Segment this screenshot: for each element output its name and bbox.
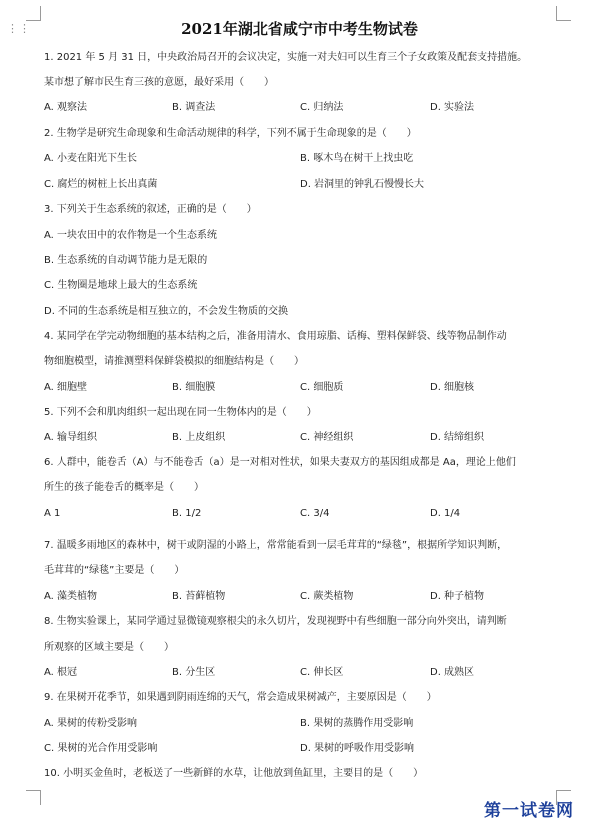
q8-option-a: A. 根冠 [44, 667, 78, 678]
q6-option-c: C. 3/4 [300, 508, 330, 519]
q5-option-a: A. 输导组织 [44, 432, 98, 443]
q7-option-c: C. 蕨类植物 [300, 591, 354, 602]
q3-option-d: D. 不同的生态系统是相互独立的，不会发生物质的交换 [44, 306, 289, 317]
q5-option-c: C. 神经组织 [300, 432, 354, 443]
q2-option-a: A. 小麦在阳光下生长 [44, 153, 138, 164]
q5-option-b: B. 上皮组织 [172, 432, 226, 443]
crop-mark-bottom-left [26, 790, 41, 805]
q4-option-c: C. 细胞质 [300, 382, 344, 393]
q9-option-c: C. 果树的光合作用受影响 [44, 743, 158, 754]
question-10-line-1: 10. 小明买金鱼时，老板送了一些新鲜的水草，让他放到鱼缸里，主要目的是（ ） [44, 768, 424, 779]
q1-option-a: A. 观察法 [44, 102, 88, 113]
q7-option-d: D. 种子植物 [430, 591, 485, 602]
q9-option-d: D. 果树的呼吸作用受影响 [300, 743, 415, 754]
q3-option-a: A. 一块农田中的农作物是一个生态系统 [44, 230, 218, 241]
question-4-line-1: 4. 某同学在学完动物细胞的基本结构之后，准备用清水、食用琼脂、话梅、塑料保鲜袋、线等物品制作动 [44, 331, 507, 342]
drag-handle-icon[interactable]: ⋮⋮ [7, 22, 31, 35]
q4-option-d: D. 细胞核 [430, 382, 475, 393]
q8-option-b: B. 分生区 [172, 667, 216, 678]
page-title: 2021年湖北省咸宁市中考生物试卷 [181, 20, 418, 38]
question-1-line-1: 1. 2021 年 5 月 31 日，中央政治局召开的会议决定，实施一对夫妇可以生育三个子女政策及配套支持措施。 [44, 52, 528, 63]
q3-option-c: C. 生物圈是地球上最大的生态系统 [44, 280, 198, 291]
q6-option-a: A 1 [44, 508, 61, 519]
question-5-line-1: 5. 下列不会和肌肉组织一起出现在同一生物体内的是（ ） [44, 407, 317, 418]
q7-option-b: B. 苔藓植物 [172, 591, 226, 602]
q1-option-c: C. 归纳法 [300, 102, 344, 113]
q1-option-b: B. 调查法 [172, 102, 216, 113]
question-6-line-1: 6. 人群中，能卷舌（A）与不能卷舌（a）是一对相对性状，如果夫妻双方的基因组成都是 Aa，理论上他们 [44, 457, 516, 468]
q8-option-d: D. 成熟区 [430, 667, 475, 678]
q7-option-a: A. 藻类植物 [44, 591, 98, 602]
q9-option-a: A. 果树的传粉受影响 [44, 718, 138, 729]
q3-option-b: B. 生态系统的自动调节能力是无限的 [44, 255, 208, 266]
question-1-line-2: 某市想了解市民生育三孩的意愿，最好采用（ ） [44, 77, 274, 88]
q5-option-d: D. 结缔组织 [430, 432, 485, 443]
watermark-logo: 第一试卷网 [484, 801, 574, 821]
question-8-line-2: 所观察的区域主要是（ ） [44, 642, 174, 653]
q2-option-b: B. 啄木鸟在树干上找虫吃 [300, 153, 414, 164]
question-9-line-1: 9. 在果树开花季节，如果遇到阴雨连绵的天气，常会造成果树减产，主要原因是（ ） [44, 692, 437, 703]
q9-option-b: B. 果树的蒸腾作用受影响 [300, 718, 414, 729]
q6-option-d: D. 1/4 [430, 508, 461, 519]
q4-option-b: B. 细胞膜 [172, 382, 216, 393]
q2-option-c: C. 腐烂的树桩上长出真菌 [44, 179, 158, 190]
q8-option-c: C. 伸长区 [300, 667, 344, 678]
q2-option-d: D. 岩洞里的钟乳石慢慢长大 [300, 179, 425, 190]
question-6-line-2: 所生的孩子能卷舌的概率是（ ） [44, 482, 204, 493]
q4-option-a: A. 细胞壁 [44, 382, 88, 393]
question-7-line-1: 7. 温暖多雨地区的森林中，树干或阴湿的小路上，常常能看到一层毛茸茸的“绿毯”，根据所学知识判断， [44, 540, 508, 551]
q6-option-b: B. 1/2 [172, 508, 202, 519]
question-8-line-1: 8. 生物实验课上，某同学通过显微镜观察根尖的永久切片，发现视野中有些细胞一部分向外突出，请判断 [44, 616, 507, 627]
question-3-line-1: 3. 下列关于生态系统的叙述，正确的是（ ） [44, 204, 257, 215]
question-4-line-2: 物细胞模型，请推测塑料保鲜袋模拟的细胞结构是（ ） [44, 356, 304, 367]
question-2-line-1: 2. 生物学是研究生命现象和生命活动规律的科学，下列不属于生命现象的是（ ） [44, 128, 417, 139]
question-7-line-2: 毛茸茸的“绿毯”主要是（ ） [44, 565, 185, 576]
q1-option-d: D. 实验法 [430, 102, 475, 113]
